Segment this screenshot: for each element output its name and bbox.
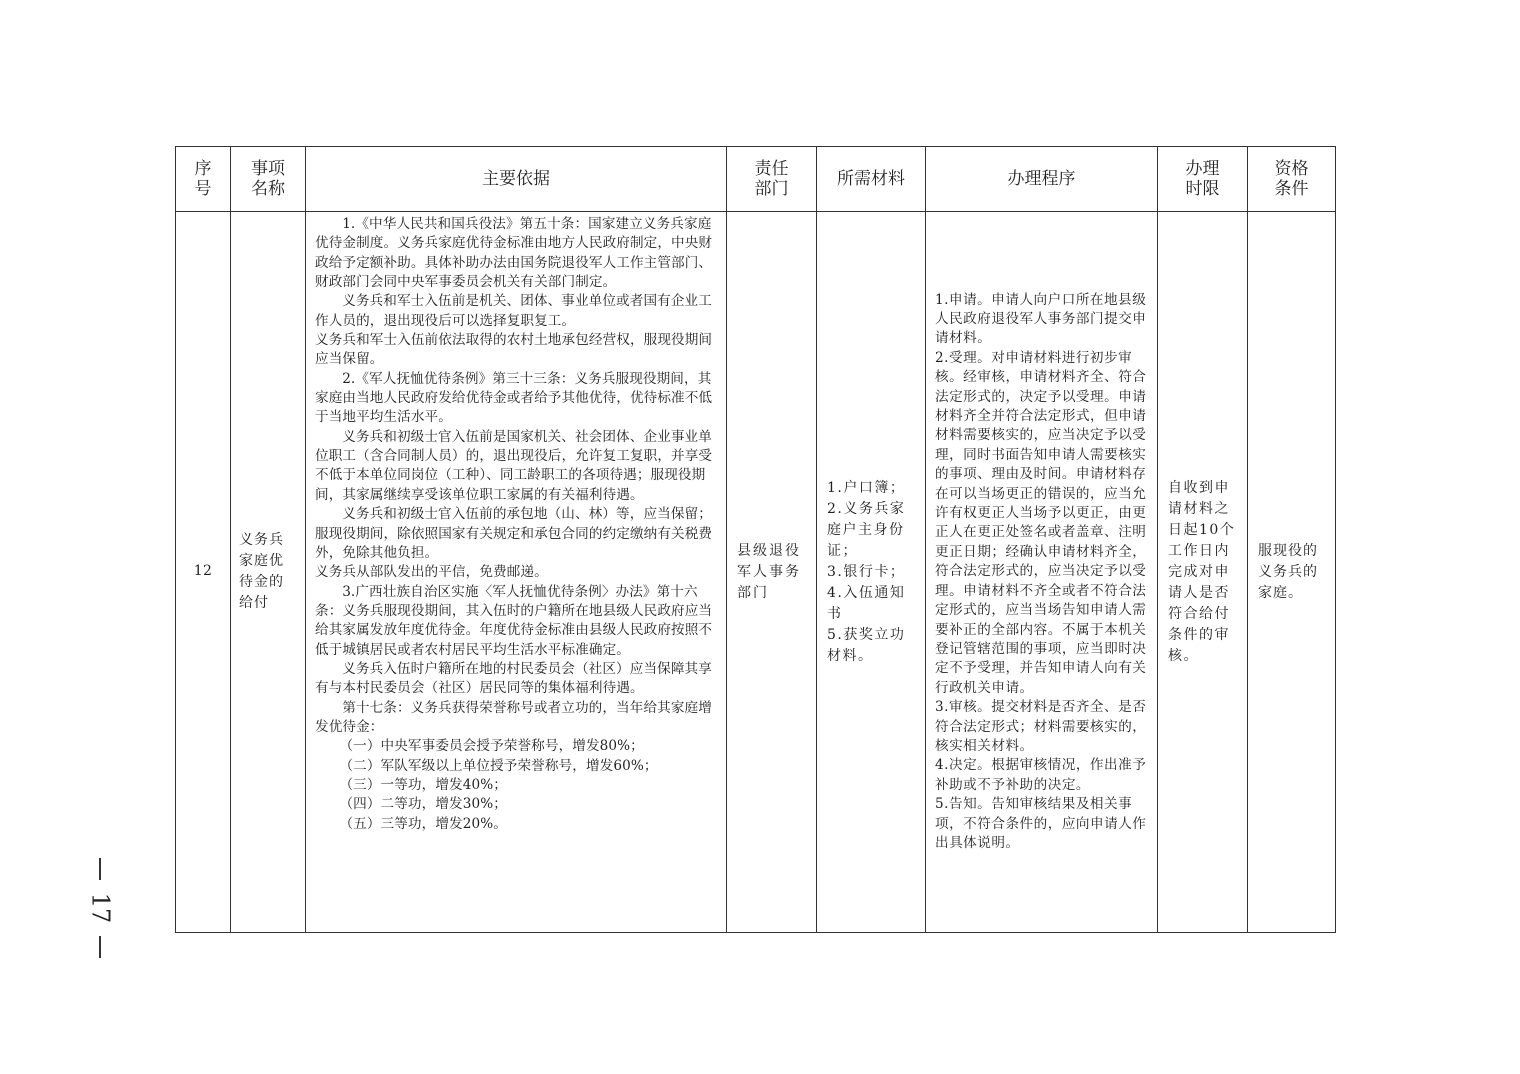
material-item: 5.获奖立功材料。 xyxy=(827,626,906,664)
seq-cell: 12 xyxy=(176,212,231,933)
basis-para: 3.广西壮族自治区实施〈军人抚恤优待条例〉办法》第十六条：义务兵服现役期间，其入伍时的户籍所在地县级人民政府应当给其家属发放年度优待金。年度优待金标准由县级人民政府按照不低于城镇居民或者农村居民平均生活水平标准确定。 xyxy=(315,583,713,658)
basis-para: 义务兵和军士入伍前依法取得的农村土地承包经营权，服现役期间应当保留。 xyxy=(315,332,713,368)
item-name-cell: 义务兵家庭优待金的给付 xyxy=(231,212,306,933)
qualification-cell: 服现役的义务兵的家庭。 xyxy=(1248,212,1336,933)
basis-para: 1.《中华人民共和国兵役法》第五十条：国家建立义务兵家庭优待金制度。义务兵家庭优待金标准由地方人民政府制定，中央财政给予定额补助。具体补助办法由国务院退役军人工作主管部门、财政部门会同中央军事委员会机关有关部门制定。 xyxy=(315,216,713,291)
material-item: 2.义务兵家庭户主身份证； xyxy=(827,500,906,559)
header-row xyxy=(176,147,1336,212)
basis-para: 第十七条：义务兵获得荣誉称号或者立功的，当年给其家庭增发优待金： xyxy=(315,699,712,735)
material-item: 4.入伍通知书 xyxy=(827,584,906,622)
procedure-step: 2.受理。对申请材料进行初步审核。经审核，申请材料齐全、符合法定形式的，决定予以受理。申请材料齐全并符合法定形式，但申请材料需要核实的，应当决定予以受理，同时书面告知申请人需要核实的事项、理由及时间。申请材料存在可以当场更正的错误的，应当允许有权更正人当场予以更正，由更正人在更正处签名或者盖章、注明更正日期；经确认申请材料齐全，符合法定形式的，应当决定予以受理。申请材料不齐全或者不符合法定形式的，应当当场告知申请人需要补正的全部内容。不属于本机关登记管辖范围的事项，应当即时决定不予受理，并告知申请人向有关行政机关申请。 xyxy=(935,349,1147,696)
table-row xyxy=(176,212,1336,933)
basis-list-item: （二）军队军级以上单位授予荣誉称号，增发60%； xyxy=(339,757,658,774)
basis-para: 义务兵和军士入伍前是机关、团体、事业单位或者国有企业工作人员的，退出现役后可以选择复职复工。 xyxy=(315,293,712,329)
header-procedure: 办理程序 xyxy=(926,147,1158,212)
header-qualification: 资格条件 xyxy=(1248,147,1336,212)
material-item: 3.银行卡； xyxy=(827,563,906,580)
basis-cell xyxy=(306,212,727,933)
materials-cell xyxy=(817,212,926,933)
page-number-dash-bottom xyxy=(99,936,101,958)
header-time-limit: 办理时限 xyxy=(1158,147,1248,212)
procedure-step: 5.告知。告知审核结果及相关事项，不符合条件的，应向申请人作出具体说明。 xyxy=(935,796,1147,851)
basis-para: 义务兵和初级士官入伍前是国家机关、社会团体、企业事业单位职工（含合同制人员）的，退出现役后，允许复工复职，并享受不低于本单位同岗位（工种）、同工龄职工的各项待遇；服现役期间，其家属继续享受该单位职工家属的有关福利待遇。 xyxy=(315,428,713,503)
dept-cell: 县级退役军人事务部门 xyxy=(727,212,817,933)
header-materials: 所需材料 xyxy=(817,147,926,212)
basis-para: 义务兵和初级士官入伍前的承包地（山、林）等，应当保留；服现役期间，除依照国家有关规定和承包合同的约定缴纳有关税费外，免除其他负担。 xyxy=(315,506,713,561)
header-name: 事项名称 xyxy=(231,147,306,212)
header-seq: 序号 xyxy=(176,147,231,212)
basis-list-item: （一）中央军事委员会授予荣誉称号，增发80%； xyxy=(339,738,644,755)
page-number-text: 17 xyxy=(86,892,115,924)
header-dept: 责任部门 xyxy=(727,147,817,212)
material-item: 1.户口簿； xyxy=(827,479,906,496)
procedure-step: 1.申请。申请人向户口所在地县级人民政府退役军人事务部门提交申请材料。 xyxy=(935,291,1147,347)
page-number xyxy=(86,858,115,958)
procedure-step: 4.决定。根据审核情况，作出准予补助或不予补助的决定。 xyxy=(935,757,1147,793)
basis-para: 义务兵入伍时户籍所在地的村民委员会（社区）应当保障其享有与本村民委员会（社区）居民同等的集体福利待遇。 xyxy=(315,660,712,697)
matters-table xyxy=(175,146,1336,933)
time-limit-cell: 自收到申请材料之日起10个工作日内完成对申请人是否符合给付条件的审核。 xyxy=(1158,212,1248,933)
page-number-dash-top xyxy=(99,858,101,880)
basis-list-item: （五）三等功，增发20%。 xyxy=(339,815,507,832)
basis-list-item: （四）二等功，增发30%； xyxy=(339,796,507,813)
basis-para: 2.《军人抚恤优待条例》第三十三条：义务兵服现役期间，其家庭由当地人民政府发给优待金或者给予其他优待，优待标准不低于当地平均生活水平。 xyxy=(315,370,713,426)
procedure-step: 3.审核。提交材料是否齐全、是否符合法定形式；材料需要核实的，核实相关材料。 xyxy=(935,699,1147,754)
procedure-cell xyxy=(926,212,1158,933)
header-basis: 主要依据 xyxy=(306,147,727,212)
basis-para: 义务兵从部队发出的平信，免费邮递。 xyxy=(315,564,548,581)
basis-list-item: （三）一等功，增发40%； xyxy=(339,776,507,793)
